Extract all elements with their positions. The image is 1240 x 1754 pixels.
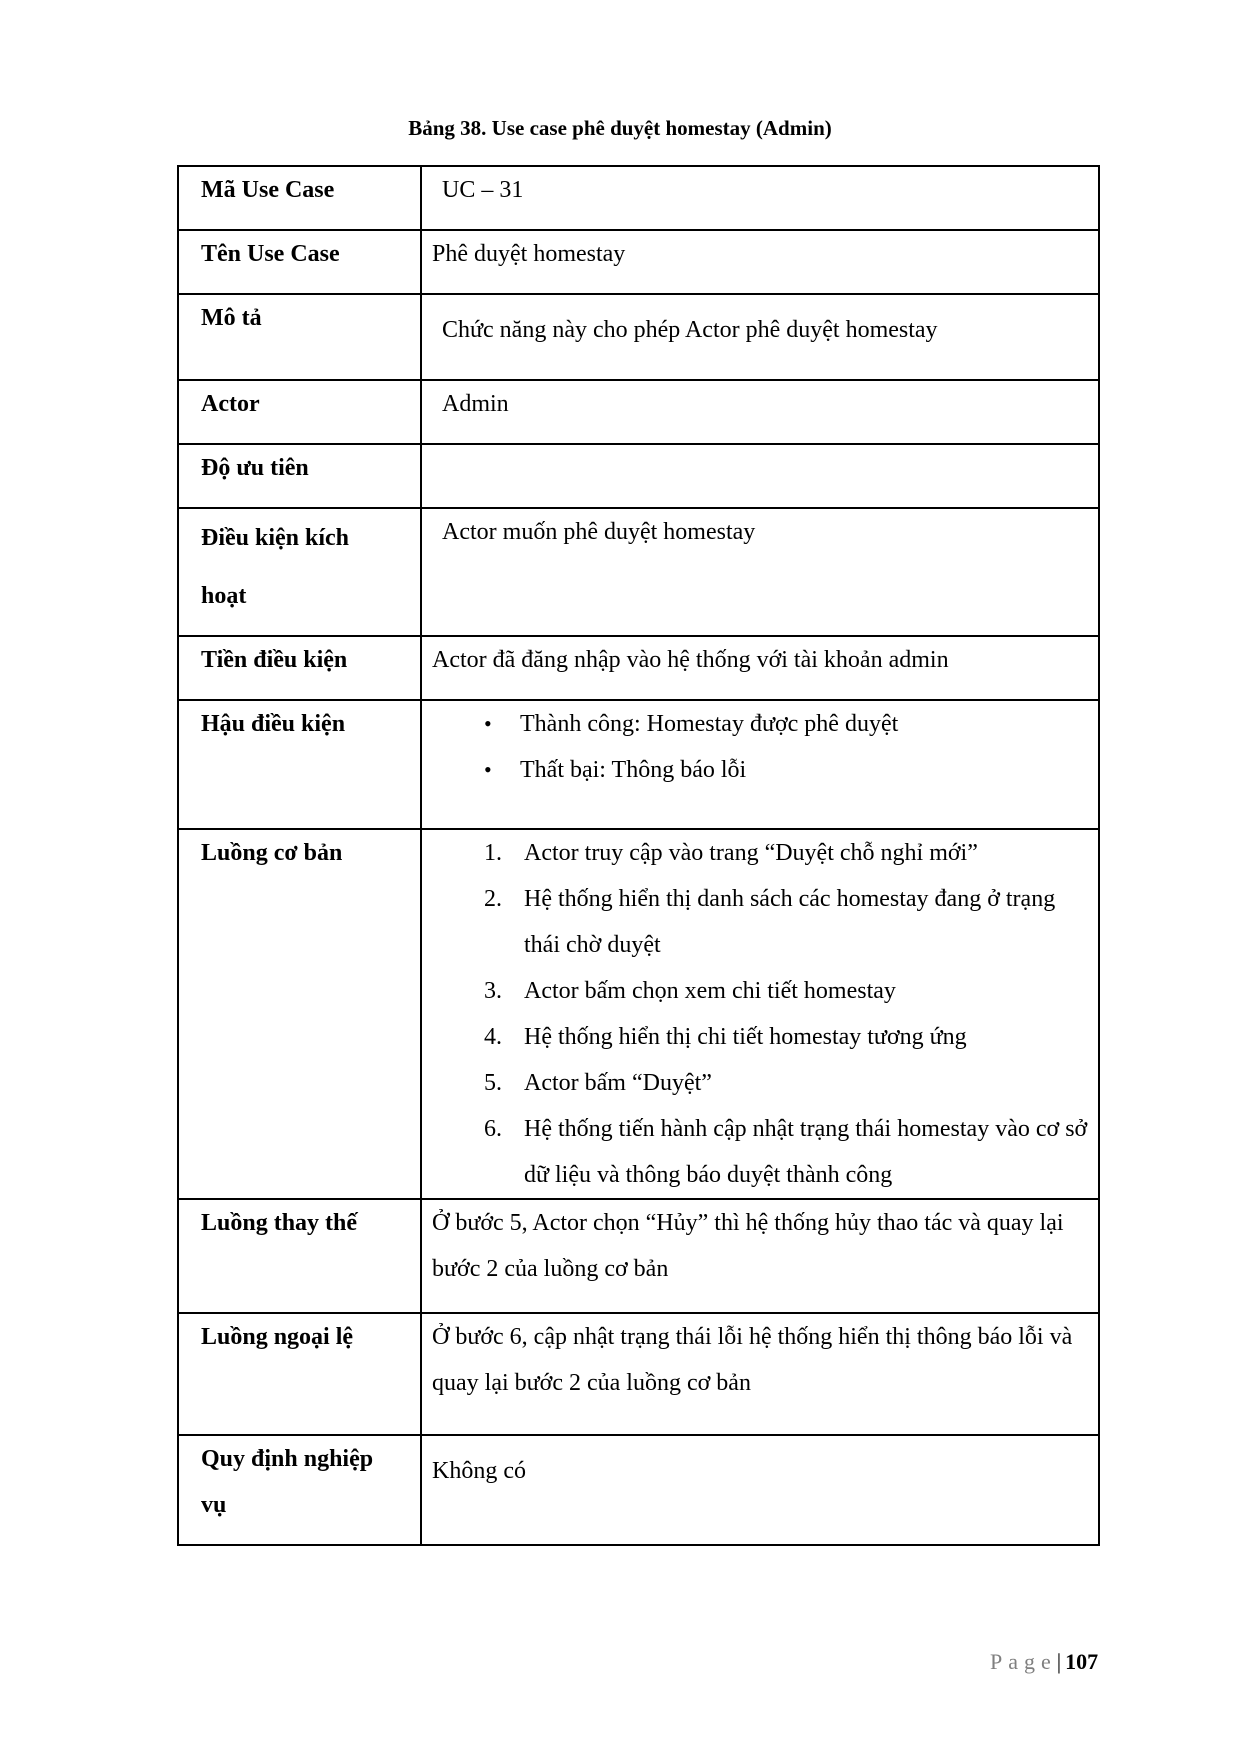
table-caption: Bảng 38. Use case phê duyệt homestay (Admin): [408, 116, 832, 140]
row-label: Luồng thay thế: [178, 1199, 421, 1313]
table-row: [178, 700, 1099, 829]
divider: |: [1056, 1649, 1062, 1674]
precondition-value: Actor đã đăng nhập vào hệ thống với tài khoản admin: [421, 636, 1099, 700]
description: Chức năng này cho phép Actor phê duyệt homestay: [442, 317, 938, 343]
trigger-text: Actor muốn phê duyệt homestay: [442, 519, 756, 545]
row-label: Mã Use Case: [178, 166, 421, 230]
table-row: [178, 1199, 1099, 1313]
row-label: [178, 1435, 421, 1545]
row-label: Actor: [178, 380, 421, 444]
table-row: [178, 1313, 1099, 1435]
page-label: Page: [990, 1649, 1057, 1674]
postcondition-list: [432, 701, 1088, 793]
table-row: [178, 508, 1099, 636]
list-item: 5. Actor bấm “Duyệt”: [484, 1070, 712, 1096]
row-label: [178, 508, 421, 636]
page-number: 107: [1065, 1649, 1099, 1674]
trigger-value: [421, 508, 1099, 636]
postcondition-value: [421, 700, 1099, 829]
basic-flow-steps: [432, 830, 1088, 1198]
business-rule-label: Quy định nghiệp vụ: [201, 1446, 374, 1518]
table-row: [178, 636, 1099, 700]
row-label: Hậu điều kiện: [178, 700, 421, 829]
use-case-name: Phê duyệt homestay: [421, 230, 1099, 294]
list-item: • Thành công: Homestay được phê duyệt: [520, 701, 1088, 747]
priority-value: [421, 444, 1099, 508]
basic-flow-value: [421, 829, 1099, 1199]
business-rule-value: [421, 1435, 1099, 1545]
business-rule-text: Không có: [432, 1458, 526, 1484]
actor-value: [421, 380, 1099, 444]
list-item: 4. Hệ thống hiển thị chi tiết homestay tương ứng: [484, 1024, 967, 1050]
table-row: [178, 380, 1099, 444]
list-item: 3. Actor bấm chọn xem chi tiết homestay: [484, 978, 896, 1004]
list-item: 6. Hệ thống tiến hành cập nhật trạng thái homestay vào cơ sở dữ liệu và thông báo duyệt thành công: [484, 1116, 1088, 1188]
table-row: [178, 1435, 1099, 1545]
row-label: Luồng ngoại lệ: [178, 1313, 421, 1435]
row-label: Tên Use Case: [178, 230, 421, 294]
list-item: • Thất bại: Thông báo lỗi: [520, 747, 1088, 793]
row-value: [421, 166, 1099, 230]
page-footer: [990, 1649, 1098, 1675]
row-label: Mô tả: [178, 294, 421, 380]
table-row: [178, 166, 1099, 230]
list-item: 1. Actor truy cập vào trang “Duyệt chỗ nghỉ mới”: [484, 840, 978, 866]
table-row: [178, 444, 1099, 508]
table-row: [178, 230, 1099, 294]
row-label: Độ ưu tiên: [178, 444, 421, 508]
actor-text: Admin: [442, 391, 509, 417]
trigger-label: Điều kiện kích hoạt: [201, 525, 350, 609]
alternate-flow-value: Ở bước 5, Actor chọn “Hủy” thì hệ thống hủy thao tác và quay lại bước 2 của luồng cơ bản: [421, 1199, 1099, 1313]
table-row: [178, 294, 1099, 380]
exception-flow-value: Ở bước 6, cập nhật trạng thái lỗi hệ thống hiển thị thông báo lỗi và quay lại bước 2 của luồng cơ bản: [421, 1313, 1099, 1435]
row-label: Tiền điều kiện: [178, 636, 421, 700]
use-case-id: UC – 31: [442, 177, 524, 203]
row-value: [421, 294, 1099, 380]
list-item: 2. Hệ thống hiển thị danh sách các homestay đang ở trạng thái chờ duyệt: [484, 886, 1056, 958]
table-row: [178, 829, 1099, 1199]
use-case-table: [177, 165, 1100, 1546]
row-label: Luồng cơ bản: [178, 829, 421, 1199]
